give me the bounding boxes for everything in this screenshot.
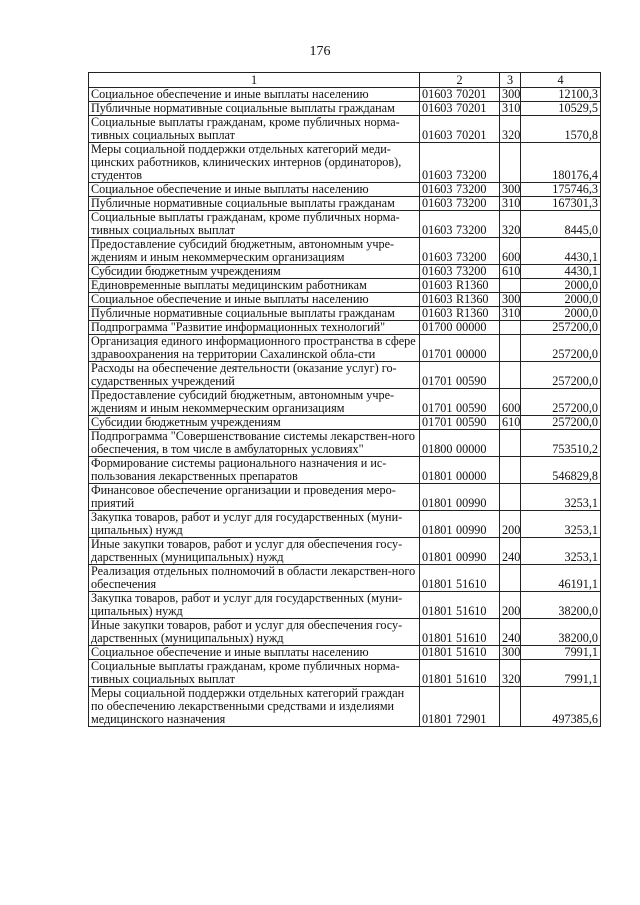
table-row [89, 183, 601, 197]
row-code-program: 01603 [422, 306, 453, 320]
table-row [89, 538, 601, 565]
row-sum: 257200,0 [521, 362, 601, 389]
row-code-program: 01603 [422, 196, 453, 210]
row-expense-type [500, 335, 521, 362]
row-name: Публичные нормативные социальные выплаты гражданам [89, 102, 420, 116]
row-name: Предоставление субсидий бюджетным, автономным учре-ждениям и иным некоммерческим организациям [89, 238, 420, 265]
row-code [420, 293, 500, 307]
table-row [89, 565, 601, 592]
row-code-program: 01801 [422, 469, 453, 483]
row-name: Публичные нормативные социальные выплаты гражданам [89, 197, 420, 211]
row-code-program: 01603 [422, 87, 453, 101]
row-name: Финансовое обеспечение организации и проведения меро-приятий [89, 484, 420, 511]
row-expense-type [500, 279, 521, 293]
row-code [420, 646, 500, 660]
row-code-program: 01603 [422, 223, 453, 237]
row-name: Меры социальной поддержки отдельных категорий меди-цинских работников, клинических интернов (ординаторов), студентов [89, 143, 420, 183]
row-code-program: 01701 [422, 401, 453, 415]
row-code [420, 143, 500, 183]
row-code-program: 01801 [422, 604, 453, 618]
row-expense-type: 320 [500, 211, 521, 238]
row-expense-type: 200 [500, 592, 521, 619]
row-code [420, 538, 500, 565]
row-name: Социальные выплаты гражданам, кроме публичных норма-тивных социальных выплат [89, 116, 420, 143]
row-code-direction: 73200 [456, 196, 487, 210]
row-sum: 3253,1 [521, 484, 601, 511]
table-row [89, 660, 601, 687]
row-code-program: 01801 [422, 631, 453, 645]
row-name: Публичные нормативные социальные выплаты гражданам [89, 307, 420, 321]
row-expense-type [500, 321, 521, 335]
row-name: Подпрограмма "Совершенствование системы лекарствен-ного обеспечения, в том числе в амбулаторных условиях" [89, 430, 420, 457]
row-code-direction: R1360 [456, 306, 489, 320]
row-name: Предоставление субсидий бюджетным, автономным учре-ждениям и иным некоммерческим организациям [89, 389, 420, 416]
row-expense-type: 240 [500, 538, 521, 565]
row-code-program: 01603 [422, 101, 453, 115]
page-number: 176 [309, 44, 331, 59]
row-code-program: 01801 [422, 645, 453, 659]
table-row [89, 619, 601, 646]
row-code [420, 687, 500, 727]
row-name: Подпрограмма "Развитие информационных технологий" [89, 321, 420, 335]
table-row [89, 335, 601, 362]
header-col-expense-type: 3 [500, 73, 521, 88]
table-row [89, 238, 601, 265]
row-sum: 180176,4 [521, 143, 601, 183]
header-col-name: 1 [89, 73, 420, 88]
row-code [420, 238, 500, 265]
row-code [420, 416, 500, 430]
row-code-program: 01603 [422, 182, 453, 196]
table-row [89, 211, 601, 238]
row-code-program: 01603 [422, 168, 453, 182]
row-name: Иные закупки товаров, работ и услуг для обеспечения госу-дарственных (муниципальных) нужд [89, 619, 420, 646]
row-code [420, 430, 500, 457]
row-code-direction: 73200 [456, 182, 487, 196]
table-row [89, 116, 601, 143]
row-code-direction: 51610 [456, 672, 487, 686]
row-code [420, 102, 500, 116]
row-code [420, 116, 500, 143]
table-row [89, 592, 601, 619]
row-expense-type: 300 [500, 183, 521, 197]
row-sum: 4430,1 [521, 238, 601, 265]
row-code [420, 211, 500, 238]
row-code [420, 279, 500, 293]
table-body [89, 88, 601, 727]
table-row [89, 511, 601, 538]
row-code-program: 01701 [422, 374, 453, 388]
row-sum: 175746,3 [521, 183, 601, 197]
table-row [89, 88, 601, 102]
row-name: Иные закупки товаров, работ и услуг для обеспечения госу-дарственных (муниципальных) нужд [89, 538, 420, 565]
table-row [89, 102, 601, 116]
row-code-direction: 72901 [456, 712, 487, 726]
row-expense-type [500, 457, 521, 484]
row-sum: 38200,0 [521, 592, 601, 619]
row-code-program: 01801 [422, 523, 453, 537]
row-code-direction: 70201 [456, 101, 487, 115]
row-expense-type [500, 143, 521, 183]
row-expense-type: 610 [500, 265, 521, 279]
row-code-direction: 00990 [456, 550, 487, 564]
row-code-direction: 73200 [456, 264, 487, 278]
row-sum: 546829,8 [521, 457, 601, 484]
row-name: Социальные выплаты гражданам, кроме публичных норма-тивных социальных выплат [89, 211, 420, 238]
row-expense-type: 320 [500, 660, 521, 687]
row-name: Закупка товаров, работ и услуг для государственных (муни-ципальных) нужд [89, 592, 420, 619]
row-expense-type [500, 565, 521, 592]
row-sum: 257200,0 [521, 335, 601, 362]
row-sum: 497385,6 [521, 687, 601, 727]
row-sum: 2000,0 [521, 279, 601, 293]
row-code-direction: 51610 [456, 631, 487, 645]
row-code-direction: 51610 [456, 645, 487, 659]
row-code-program: 01603 [422, 128, 453, 142]
row-name: Субсидии бюджетным учреждениям [89, 265, 420, 279]
row-sum: 10529,5 [521, 102, 601, 116]
row-code-direction: 00590 [456, 374, 487, 388]
row-code-direction: 00590 [456, 401, 487, 415]
row-sum: 257200,0 [521, 389, 601, 416]
row-expense-type: 300 [500, 88, 521, 102]
row-code-direction: 51610 [456, 604, 487, 618]
row-code-direction: R1360 [456, 278, 489, 292]
row-code-program: 01800 [422, 442, 453, 456]
table-row [89, 389, 601, 416]
row-code [420, 389, 500, 416]
row-name: Социальное обеспечение и иные выплаты населению [89, 88, 420, 102]
row-name: Формирование системы рационального назначения и ис-пользования лекарственных препаратов [89, 457, 420, 484]
table-row [89, 362, 601, 389]
row-sum: 4430,1 [521, 265, 601, 279]
row-code-direction: 00000 [456, 469, 487, 483]
table-row [89, 416, 601, 430]
row-code [420, 183, 500, 197]
row-code [420, 321, 500, 335]
row-code-program: 01701 [422, 415, 453, 429]
row-sum: 753510,2 [521, 430, 601, 457]
row-name: Социальное обеспечение и иные выплаты населению [89, 293, 420, 307]
row-sum: 3253,1 [521, 511, 601, 538]
row-sum: 3253,1 [521, 538, 601, 565]
row-code [420, 197, 500, 211]
row-code-direction: 00000 [456, 320, 487, 334]
row-sum: 12100,3 [521, 88, 601, 102]
table-row [89, 687, 601, 727]
row-name: Закупка товаров, работ и услуг для государственных (муни-ципальных) нужд [89, 511, 420, 538]
row-sum: 38200,0 [521, 619, 601, 646]
row-sum: 2000,0 [521, 307, 601, 321]
header-row [89, 73, 601, 88]
row-name: Меры социальной поддержки отдельных категорий граждан по обеспечению лекарственными средствами и изделиями медицинского назначения [89, 687, 420, 727]
row-code-program: 01801 [422, 712, 453, 726]
row-code-direction: 00000 [456, 442, 487, 456]
row-code [420, 592, 500, 619]
row-code [420, 484, 500, 511]
row-code [420, 88, 500, 102]
row-sum: 257200,0 [521, 321, 601, 335]
row-code-direction: R1360 [456, 292, 489, 306]
row-code [420, 457, 500, 484]
row-code [420, 307, 500, 321]
table-row [89, 265, 601, 279]
row-code-direction: 00990 [456, 496, 487, 510]
row-code [420, 511, 500, 538]
row-code [420, 335, 500, 362]
table-row [89, 321, 601, 335]
row-sum: 7991,1 [521, 646, 601, 660]
row-expense-type: 310 [500, 307, 521, 321]
row-code-program: 01801 [422, 496, 453, 510]
row-expense-type: 310 [500, 102, 521, 116]
row-code-program: 01801 [422, 550, 453, 564]
row-sum: 1570,8 [521, 116, 601, 143]
row-code-program: 01801 [422, 672, 453, 686]
row-name: Социальное обеспечение и иные выплаты населению [89, 183, 420, 197]
table-row [89, 457, 601, 484]
row-expense-type [500, 362, 521, 389]
row-code [420, 265, 500, 279]
table-row [89, 293, 601, 307]
row-code-program: 01700 [422, 320, 453, 334]
row-code-direction: 00590 [456, 415, 487, 429]
row-code [420, 565, 500, 592]
row-code [420, 362, 500, 389]
row-expense-type [500, 430, 521, 457]
row-expense-type: 600 [500, 238, 521, 265]
row-sum: 7991,1 [521, 660, 601, 687]
row-name: Организация единого информационного пространства в сфере здравоохранения на территории Сахалинской обла-сти [89, 335, 420, 362]
row-code-program: 01603 [422, 278, 453, 292]
row-expense-type: 320 [500, 116, 521, 143]
row-sum: 2000,0 [521, 293, 601, 307]
row-code-direction: 00990 [456, 523, 487, 537]
row-code [420, 619, 500, 646]
row-expense-type [500, 484, 521, 511]
row-code-program: 01701 [422, 347, 453, 361]
row-name: Социальные выплаты гражданам, кроме публичных норма-тивных социальных выплат [89, 660, 420, 687]
row-expense-type: 600 [500, 389, 521, 416]
row-code-program: 01801 [422, 577, 453, 591]
row-code-direction: 73200 [456, 250, 487, 264]
row-code-direction: 73200 [456, 168, 487, 182]
row-code-direction: 70201 [456, 128, 487, 142]
row-expense-type: 310 [500, 197, 521, 211]
row-expense-type: 200 [500, 511, 521, 538]
table-row [89, 307, 601, 321]
row-name: Реализация отдельных полномочий в области лекарствен-ного обеспечения [89, 565, 420, 592]
table-row [89, 197, 601, 211]
budget-table [88, 72, 601, 727]
row-sum: 257200,0 [521, 416, 601, 430]
row-expense-type: 300 [500, 646, 521, 660]
row-sum: 167301,3 [521, 197, 601, 211]
table-row [89, 484, 601, 511]
row-code [420, 660, 500, 687]
table-row [89, 279, 601, 293]
row-code-direction: 51610 [456, 577, 487, 591]
row-code-program: 01603 [422, 292, 453, 306]
table-row [89, 430, 601, 457]
row-name: Социальное обеспечение и иные выплаты населению [89, 646, 420, 660]
row-name: Расходы на обеспечение деятельности (оказание услуг) го-сударственных учреждений [89, 362, 420, 389]
row-expense-type: 610 [500, 416, 521, 430]
table-row [89, 143, 601, 183]
table-row [89, 646, 601, 660]
row-name: Единовременные выплаты медицинским работникам [89, 279, 420, 293]
row-code-program: 01603 [422, 250, 453, 264]
row-expense-type: 300 [500, 293, 521, 307]
row-name: Субсидии бюджетным учреждениям [89, 416, 420, 430]
row-sum: 8445,0 [521, 211, 601, 238]
row-expense-type: 240 [500, 619, 521, 646]
row-code-program: 01603 [422, 264, 453, 278]
row-code-direction: 70201 [456, 87, 487, 101]
row-code-direction: 73200 [456, 223, 487, 237]
row-code-direction: 00000 [456, 347, 487, 361]
row-expense-type [500, 687, 521, 727]
header-col-code: 2 [420, 73, 500, 88]
header-col-sum: 4 [521, 73, 601, 88]
row-sum: 46191,1 [521, 565, 601, 592]
